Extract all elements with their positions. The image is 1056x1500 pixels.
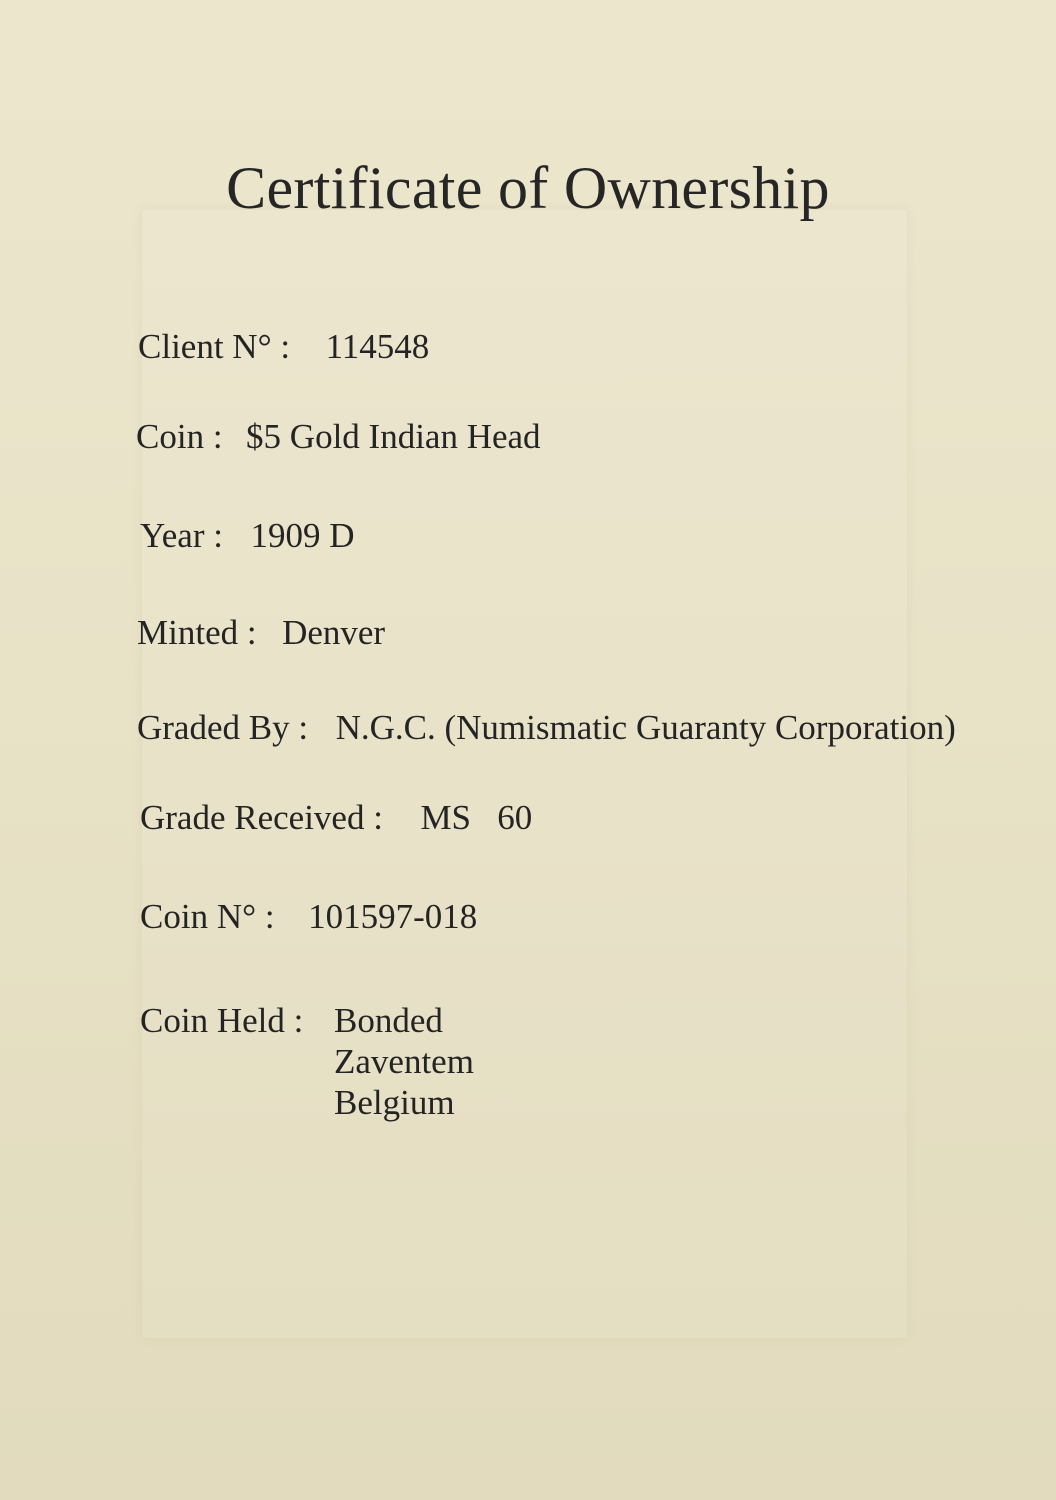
coin-number-row bbox=[140, 896, 477, 938]
coin-number-value: 101597-018 bbox=[308, 897, 478, 936]
graded-by-row bbox=[137, 707, 956, 749]
client-number-label: Client N° : bbox=[138, 327, 291, 366]
coin-held-line: Zaventem bbox=[334, 1042, 474, 1081]
coin-held-line: Bonded bbox=[334, 1001, 443, 1040]
minted-value: Denver bbox=[282, 613, 386, 652]
grade-received-value: MS 60 bbox=[420, 798, 533, 837]
graded-by-label: Graded By : bbox=[137, 708, 309, 747]
minted-row bbox=[137, 612, 385, 654]
client-number-value: 114548 bbox=[325, 327, 430, 366]
graded-by-value: N.G.C. (Numismatic Guaranty Corporation) bbox=[335, 708, 956, 747]
client-number-row bbox=[138, 326, 429, 368]
minted-label: Minted : bbox=[137, 613, 257, 652]
grade-received-label: Grade Received : bbox=[140, 798, 383, 837]
coin-held-row bbox=[140, 1000, 303, 1042]
coin-held-label: Coin Held : bbox=[140, 1001, 304, 1040]
coin-row bbox=[136, 416, 541, 458]
coin-label: Coin : bbox=[136, 417, 223, 456]
coin-number-label: Coin N° : bbox=[140, 897, 275, 936]
year-value: 1909 D bbox=[250, 516, 355, 555]
grade-received-row bbox=[140, 797, 532, 839]
coin-value: $5 Gold Indian Head bbox=[246, 417, 541, 456]
certificate-inner-panel bbox=[142, 210, 907, 1338]
year-row bbox=[140, 515, 355, 557]
year-label: Year : bbox=[140, 516, 223, 555]
coin-held-line: Belgium bbox=[334, 1083, 455, 1122]
certificate-title: Certificate of Ownership bbox=[226, 155, 830, 221]
coin-held-location bbox=[334, 1000, 474, 1123]
